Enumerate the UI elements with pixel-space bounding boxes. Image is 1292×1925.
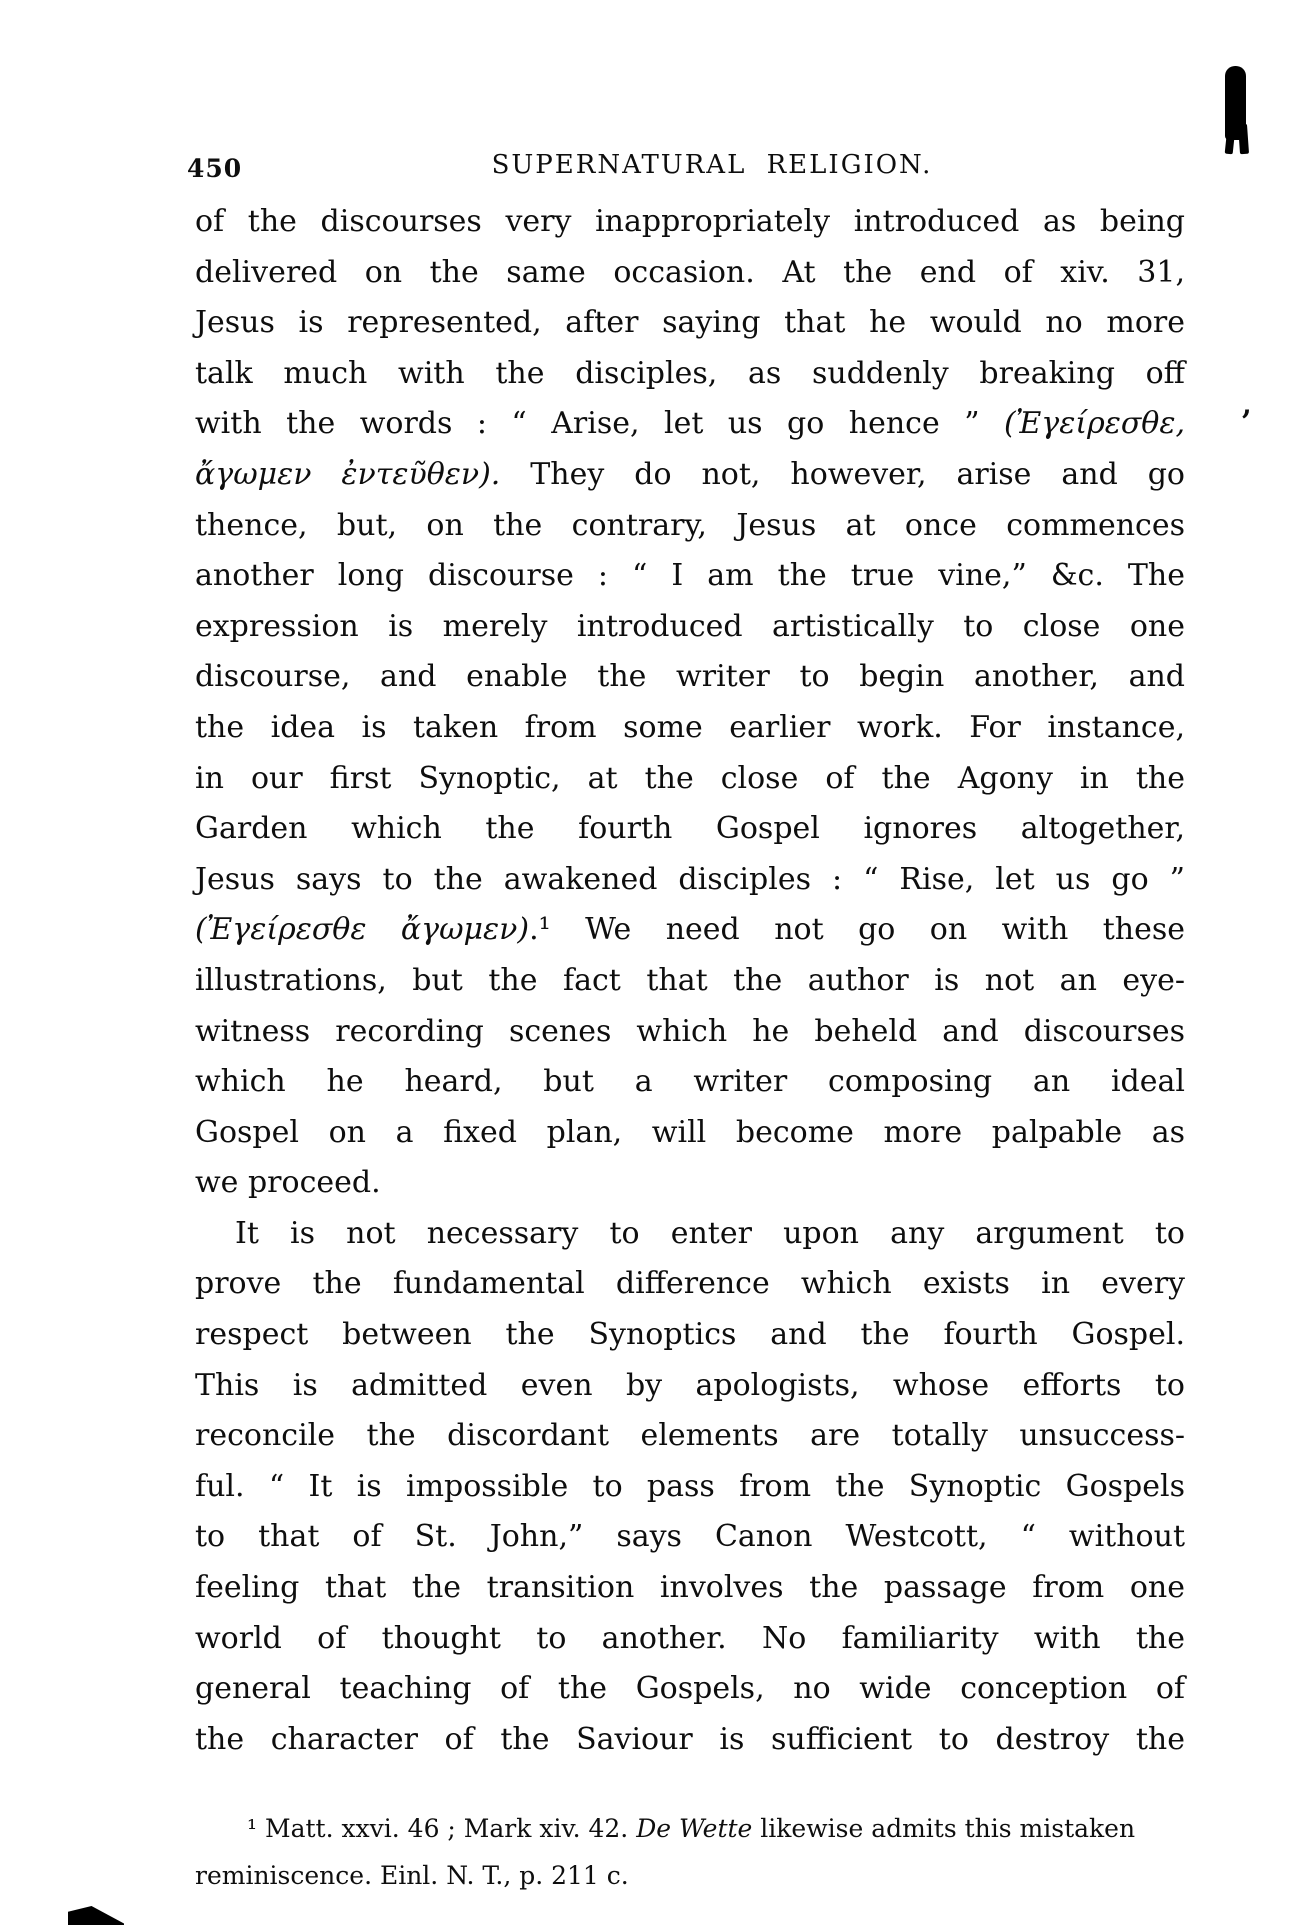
page-body-text (195, 197, 1185, 1765)
text-line: of the discourses very inappropriately introduced as being (195, 204, 1185, 239)
text-segment: .¹ We need not go on with these (529, 912, 1186, 948)
running-title: SUPERNATURAL RELIGION. (491, 150, 933, 180)
text-segment: with the words : “ Arise, let us go hence ” (195, 406, 1004, 442)
text-line: talk much with the disciples, as suddenly breaking off (195, 355, 1185, 391)
text-line: witness recording scenes which he beheld and discourses (195, 1013, 1185, 1049)
paragraph-first-line: It is not necessary to enter upon any argument to (235, 1215, 1185, 1251)
text-line: This is admitted even by apologists, whose efforts to (195, 1367, 1185, 1403)
text-line: ful. “ It is impossible to pass from the Synoptic Gospels (195, 1468, 1185, 1504)
text-line: delivered on the same occasion. At the end of xiv. 31, (195, 254, 1185, 290)
paragraph-last-line: we proceed. (195, 1165, 381, 1201)
page-number: 450 (187, 154, 243, 183)
ink-smudge-bottom-left (68, 1906, 124, 1925)
footnote-author-italic: De Wette (636, 1814, 753, 1843)
text-line: world of thought to another. No familiarity with the (195, 1620, 1185, 1656)
text-line: Jesus says to the awakened disciples : “ Rise, let us go ” (195, 861, 1185, 897)
text-line (195, 905, 1185, 956)
text-line (195, 399, 1185, 450)
text-line: another long discourse : “ I am the true vine,” &c. The (195, 558, 1185, 594)
footnote-line: reminiscence. Einl. N. T., p. 211 c. (195, 1861, 629, 1890)
text-line: illustrations, but the fact that the author is not an eye- (195, 962, 1185, 998)
text-line (195, 450, 1185, 501)
greek-phrase: (Ἐγείρεσθε ἄγωμεν) (195, 912, 530, 948)
text-line: expression is merely introduced artistically to close one (195, 608, 1185, 644)
footnote-text: likewise admits this mistaken (752, 1814, 1136, 1843)
text-line: respect between the Synoptics and the fourth Gospel. (195, 1317, 1185, 1353)
text-line: in our first Synoptic, at the close of the Agony in the (195, 760, 1185, 796)
text-line: reconcile the discordant elements are totally unsuccess- (195, 1418, 1185, 1454)
footnote-citation: ¹ Matt. xxvi. 46 ; Mark xiv. 42. (247, 1814, 637, 1843)
text-line: prove the fundamental difference which exists in every (195, 1266, 1185, 1302)
text-line: feeling that the transition involves the passage from one (195, 1570, 1185, 1606)
text-line: which he heard, but a writer composing an ideal (195, 1064, 1185, 1100)
text-line: thence, but, on the contrary, Jesus at once commences (195, 507, 1185, 543)
footnote (195, 1805, 1195, 1899)
text-line: discourse, and enable the writer to begin another, and (195, 659, 1185, 695)
text-line: the character of the Saviour is sufficient to destroy the (195, 1721, 1185, 1757)
page-header (187, 150, 1185, 186)
text-line: Garden which the fourth Gospel ignores altogether, (195, 811, 1185, 847)
text-line: the idea is taken from some earlier work. For instance, (195, 709, 1185, 745)
stray-comma-mark: , (1242, 388, 1252, 421)
text-line: Gospel on a fixed plan, will become more palpable as (195, 1114, 1185, 1150)
footnote-line (195, 1805, 1195, 1852)
text-line: Jesus is represented, after saying that he would no more (195, 305, 1185, 341)
greek-phrase: (Ἐγείρεσθε, (1004, 406, 1185, 442)
ink-blot-top-right (1225, 66, 1246, 140)
greek-phrase: ἄγωμεν ἐντεῦθεν). (195, 456, 501, 492)
text-segment: They do not, however, arise and go (500, 456, 1185, 492)
text-line: general teaching of the Gospels, no wide conception of (195, 1671, 1185, 1707)
text-line: to that of St. John,” says Canon Westcott, “ without (195, 1519, 1185, 1555)
